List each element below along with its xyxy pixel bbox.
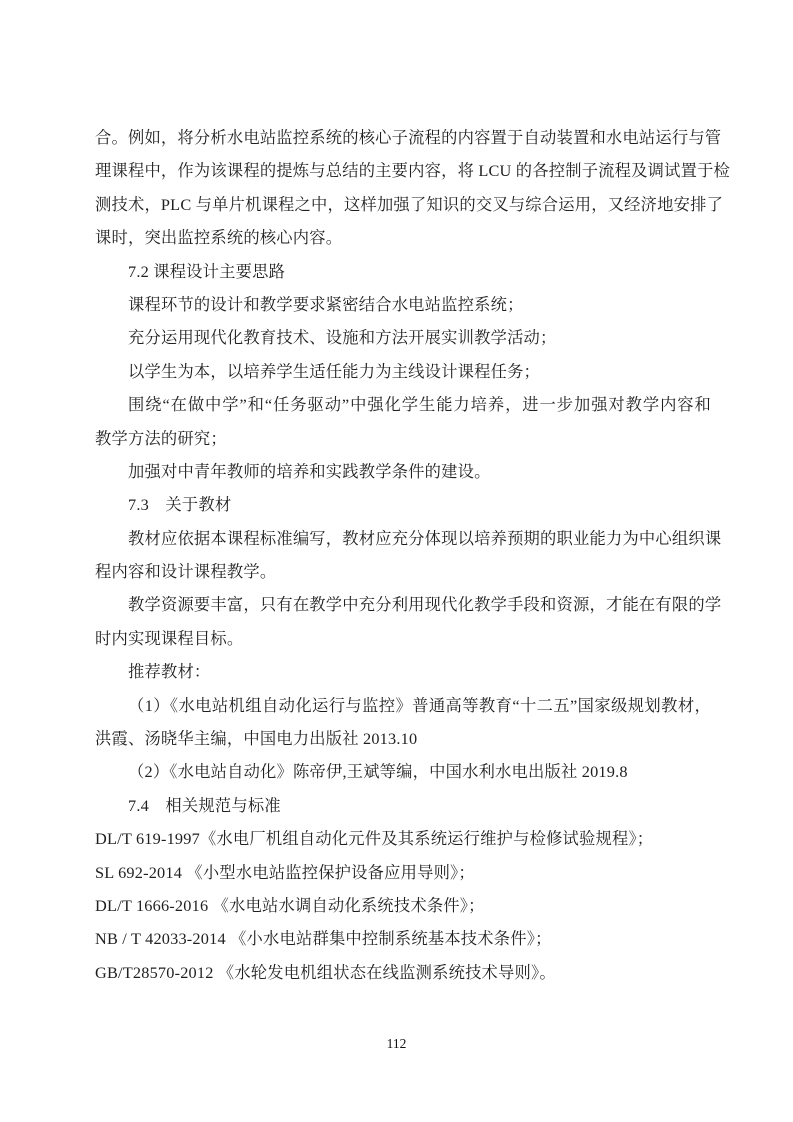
heading-7-3: 7.3 关于教材 — [128, 495, 232, 515]
design-principle-line: 加强对中青年教师的培养和实践教学条件的建设。 — [128, 461, 491, 481]
paragraph-7-1-line: 理课程中，作为该课程的提炼与总结的主要内容，将 LCU 的各控制子流程及调试置于检 — [95, 161, 731, 181]
design-principle-line: 课程环节的设计和教学要求紧密结合水电站监控系统； — [128, 294, 524, 314]
design-principle-line: 充分运用现代化教育技术、设施和方法开展实训教学活动； — [128, 328, 557, 348]
heading-7-2: 7.2 课程设计主要思路 — [128, 261, 286, 281]
design-principle-line: 以学生为本，以培养学生适任能力为主线设计课程任务； — [128, 361, 541, 381]
paragraph-7-1-line: 合。例如，将分析水电站监控系统的核心子流程的内容置于自动装置和水电站运行与管 — [95, 128, 722, 147]
resource-paragraph-line: 时内实现课程目标。 — [95, 628, 244, 648]
standard-line: NB / T 42033-2014 《小水电站群集中控制系统基本技术条件》； — [95, 929, 552, 949]
textbook-paragraph-line: 程内容和设计课程教学。 — [95, 562, 277, 582]
standard-line: DL/T 619-1997《水电厂机组自动化元件及其系统运行维护与检修试验规程》； — [95, 829, 654, 849]
textbook-item-2-line: （2）《水电站自动化》陈帝伊,王斌等编，中国水利水电出版社 2019.8 — [128, 762, 628, 782]
resource-paragraph-line: 教学资源要丰富，只有在教学中充分利用现代化教学手段和资源，才能在有限的学 — [128, 595, 722, 615]
heading-7-4: 7.4 相关规范与标准 — [128, 795, 281, 815]
paragraph-7-1-line: 课时，突出监控系统的核心内容。 — [95, 228, 343, 248]
standard-line: SL 692-2014 《小型水电站监控保护设备应用导则》； — [95, 862, 475, 882]
textbook-paragraph-line: 教材应依据本课程标准编写，教材应充分体现以培养预期的职业能力为中心组织课 — [128, 528, 722, 548]
document-text-block — [95, 121, 731, 989]
standard-line: DL/T 1666-2016 《水电站水调自动化系统技术条件》； — [95, 895, 485, 915]
paragraph-7-1-line: 测技术，PLC 与单片机课程之中，这样加强了知识的交叉与综合运用，又经济地安排了 — [95, 194, 724, 214]
textbook-item-1-line: 洪霞、汤晓华主编，中国电力出版社 2013.10 — [95, 729, 418, 749]
recommended-textbooks-label: 推荐教材： — [128, 662, 211, 682]
page-number: 112 — [386, 1036, 407, 1051]
design-principle-line: 围绕“在做中学”和“任务驱动”中强化学生能力培养，进一步加强对教学内容和 — [128, 395, 711, 415]
design-principle-line: 教学方法的研究； — [95, 428, 227, 448]
textbook-item-1-line: （1）《水电站机组自动化运行与监控》普通高等教育“十二五”国家级规划教材， — [128, 695, 711, 715]
standard-line: GB/T28570-2012 《水轮发电机组状态在线监测系统技术导则》。 — [95, 962, 556, 982]
